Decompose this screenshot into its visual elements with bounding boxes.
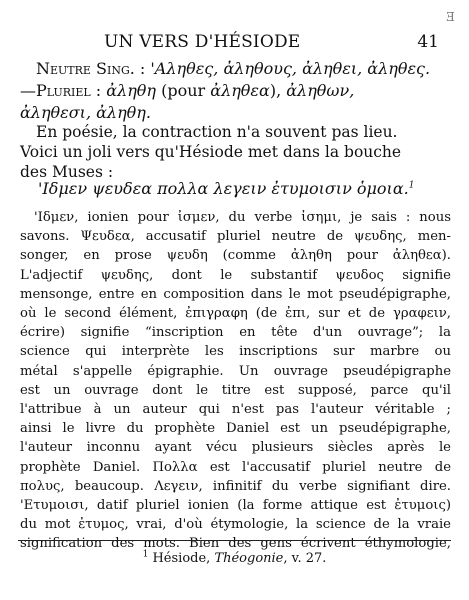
intro-line-3: des Muses :: [20, 163, 114, 181]
page-number: 41: [417, 32, 439, 52]
commentary-line: signification des mots. Bien des gens écrivent éthymologie,: [20, 536, 451, 552]
commentary-line: songer, en prose ψευδη (comme ἀληθη pour ἀληθεα).: [20, 248, 451, 264]
corner-mark: Ǝ: [446, 10, 455, 24]
neutre-line-2: —Pluriel : ἀληθη (pour ἀληθεα), ἀληθων,: [20, 81, 355, 100]
form-plural-2: ἀληθεα: [210, 81, 270, 100]
neutre-paradigm: [20, 58, 451, 124]
commentary-paragraph: [20, 208, 451, 554]
forms-singular: 'Αληθες, ἀληθους, ἀληθει, ἀληθες.: [150, 59, 431, 78]
commentary-line: savons. Ψευδεα, accusatif pluriel neutre de ψευδης, men-: [20, 229, 451, 245]
footnote-author: Hésiode,: [148, 551, 215, 566]
form-plural-1: ἀληθη: [106, 81, 157, 100]
label-pluriel: Pluriel: [36, 81, 91, 100]
commentary-line: mensonge, entre en composition dans le mot pseudépigraphe,: [20, 286, 451, 302]
footnote-rule: [18, 540, 451, 541]
running-title: UN VERS D'HÉSIODE: [104, 32, 301, 52]
form-plural-rest-1: ἀληθων,: [286, 81, 355, 100]
footnote-location: , v. 27.: [283, 551, 327, 566]
commentary-line: l'attribue à un auteur qui n'est pas l'auteur véritable ;: [20, 402, 451, 418]
intro-line-2: Voici un joli vers qu'Hésiode met dans la bouche: [20, 143, 402, 161]
commentary-line: l'auteur inconnu ayant vécu plusieurs siècles après le: [20, 440, 451, 456]
commentary-line: L'adjectif ψευδης, dont le substantif ψευδος signifie: [20, 267, 451, 283]
commentary-line: πολυς, beaucoup. Λεγειν, infinitif du verbe signifiant dire.: [20, 478, 451, 494]
commentary-line: ainsi le livre du prophète Daniel est un pseudépigraphe,: [20, 421, 451, 437]
commentary-line: 'Ιδμεν, ionien pour ἰσμεν, du verbe ἰσημι, je sais : nous: [34, 210, 451, 225]
neutre-line-1: Neutre Sing. : 'Αληθες, ἀληθους, ἀληθει, ἀληθες.: [36, 59, 431, 78]
commentary-line: est un ouvrage dont le titre est supposé, parce qu'il: [20, 382, 451, 398]
footnote-work: Théogonie: [214, 551, 284, 566]
verse-text: 'Ιδμεν ψευδεα πολλα λεγειν ἐτυμοισιν ὁμοια.: [38, 179, 409, 198]
intro-line-1: En poésie, la contraction n'a souvent pas lieu.: [36, 123, 398, 141]
hesiod-verse: [20, 178, 451, 200]
intro-paragraph: [20, 122, 451, 182]
footnote: [0, 551, 469, 566]
commentary-line: métal s'appelle épigraphie. Un ouvrage pseudépigraphe: [20, 363, 451, 379]
page-header: [104, 30, 439, 54]
footnote-number: 1: [142, 549, 149, 560]
commentary-line: du mot ἐτυμος, vrai, d'où étymologie, la science de la vraie: [20, 517, 451, 533]
neutre-line-3: ἀληθεσι, ἀληθη.: [20, 103, 151, 122]
commentary-line: écrire) signifie “inscription en tête d'un ouvrage”; la: [20, 325, 451, 341]
commentary-line: 'Ετυμοισι, datif pluriel ionien (la forme attique est ἐτυμοις): [20, 498, 451, 514]
commentary-line: prophète Daniel. Πολλα est l'accusatif pluriel neutre de: [20, 459, 451, 475]
commentary-line: science qui interprète les inscriptions sur marbre ou: [20, 344, 451, 360]
footnote-ref-mark: 1: [408, 180, 415, 191]
commentary-line: où le second élément, ἐπιγραφη (de ἐπι, sur et de γραφειν,: [20, 306, 451, 322]
label-neutre-sing: Neutre Sing.: [36, 59, 135, 78]
